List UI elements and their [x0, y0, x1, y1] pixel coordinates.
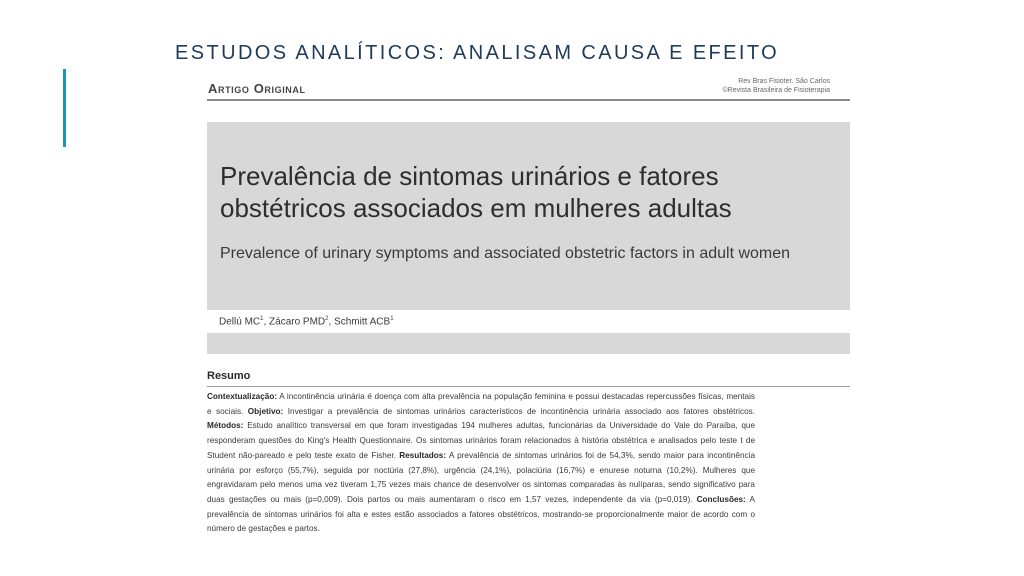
author-affiliation: 1 [260, 316, 264, 322]
separator-band [207, 333, 850, 354]
author-name: Schmitt ACB [334, 316, 391, 328]
article-title-pt: Prevalência de sintomas urinários e fatores obstétricos associados em mulheres adultas [220, 161, 732, 223]
resumo-label: Conclusões: [696, 494, 746, 504]
section-label: Artigo Original [208, 81, 306, 96]
resumo-label: Métodos: [207, 421, 244, 431]
authors-line: Dellú $MC^1$, Zácaro PMD$^2$, Schmitt ACB$^1$ [219, 316, 394, 328]
resumo-text: A prevalência de sintomas urinários foi de 54,3%, sendo maior para incontinência urinária por esforço (55,7%), seguida por noctúria (27,8%), urgência (24,1%), polaciúria (16,7%) e enurese noturna (10,2%). Mulheres que engravidaram pelo menos uma vez tiveram 1,75 vezes mais chance de desenvolver os sintomas comparadas às nulíparas, sendo significativo para duas gestações ou mais (p=0,009). Dois partos ou mais aumentaram o risco em 1,57 vezes, independente da via (p=0,019). [207, 450, 755, 504]
title-box [207, 122, 850, 310]
article-header [207, 76, 850, 102]
accent-bar [63, 69, 66, 147]
journal-line-2: ©Revista Brasileira de Fisioterapia [722, 87, 830, 94]
article-title-en: Prevalence of urinary symptoms and associated obstetric factors in adult women [220, 245, 791, 262]
resumo-label: Objetivo: [247, 406, 284, 416]
header-rule [207, 99, 850, 101]
resumo-text: A incontinência urinária é doença com alta prevalência na população feminina e possui destacadas repercussões físicas, mentais e sociais. [207, 392, 755, 416]
resumo-label: Contextualização: [207, 392, 278, 401]
article-image [207, 76, 850, 560]
author-name: Dellú MC [219, 316, 261, 328]
author-name: Zácaro PMD [269, 316, 326, 328]
resumo-label: Resultados: [399, 450, 447, 460]
author-affiliation: 2 [325, 316, 329, 322]
slide-title: ESTUDOS ANALÍTICOS: ANALISAM CAUSA E EFEITO [175, 42, 780, 64]
resumo-text: A prevalência de sintomas urinários foi alta e estes estão associados a fatores obstétricos, mostrando-se proporcionalmente maior de acordo com o número de gestações e partos. [207, 494, 755, 534]
resumo-heading: Resumo [207, 370, 251, 382]
resumo-text: Investigar a prevalência de sintomas urinários característicos de incontinência urinária associado aos fatores obstétricos. [283, 406, 755, 416]
journal-line-1: Rev Bras Fisioter. São Carlos [738, 78, 830, 85]
resumo-body [207, 390, 755, 537]
author-affiliation: 1 [390, 316, 394, 322]
resumo-rule [207, 386, 850, 387]
journal-info [723, 77, 830, 95]
resumo-text: Estudo analítico transversal em que foram investigadas 194 mulheres adultas, funcionárias da Universidade do Vale do Paraíba, que responderam questões do King's Health Questionnaire. Os sintomas urinários foram relacionados à história obstétrica e analisados pelo teste t de Student não-pareado e pelo teste exato de Fisher. [207, 421, 755, 460]
